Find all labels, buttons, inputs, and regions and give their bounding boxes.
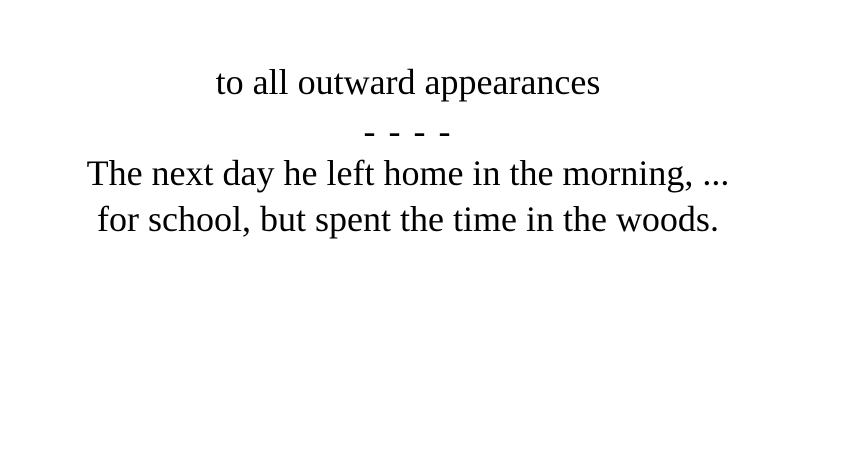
phrase-heading: to all outward appearances — [215, 62, 601, 102]
example-sentence-line-1: The next day he left home in the morning, ... — [86, 153, 730, 193]
example-sentence-line-2: for school, but spent the time in the woods. — [97, 199, 719, 239]
separator: - - - - — [363, 111, 453, 151]
